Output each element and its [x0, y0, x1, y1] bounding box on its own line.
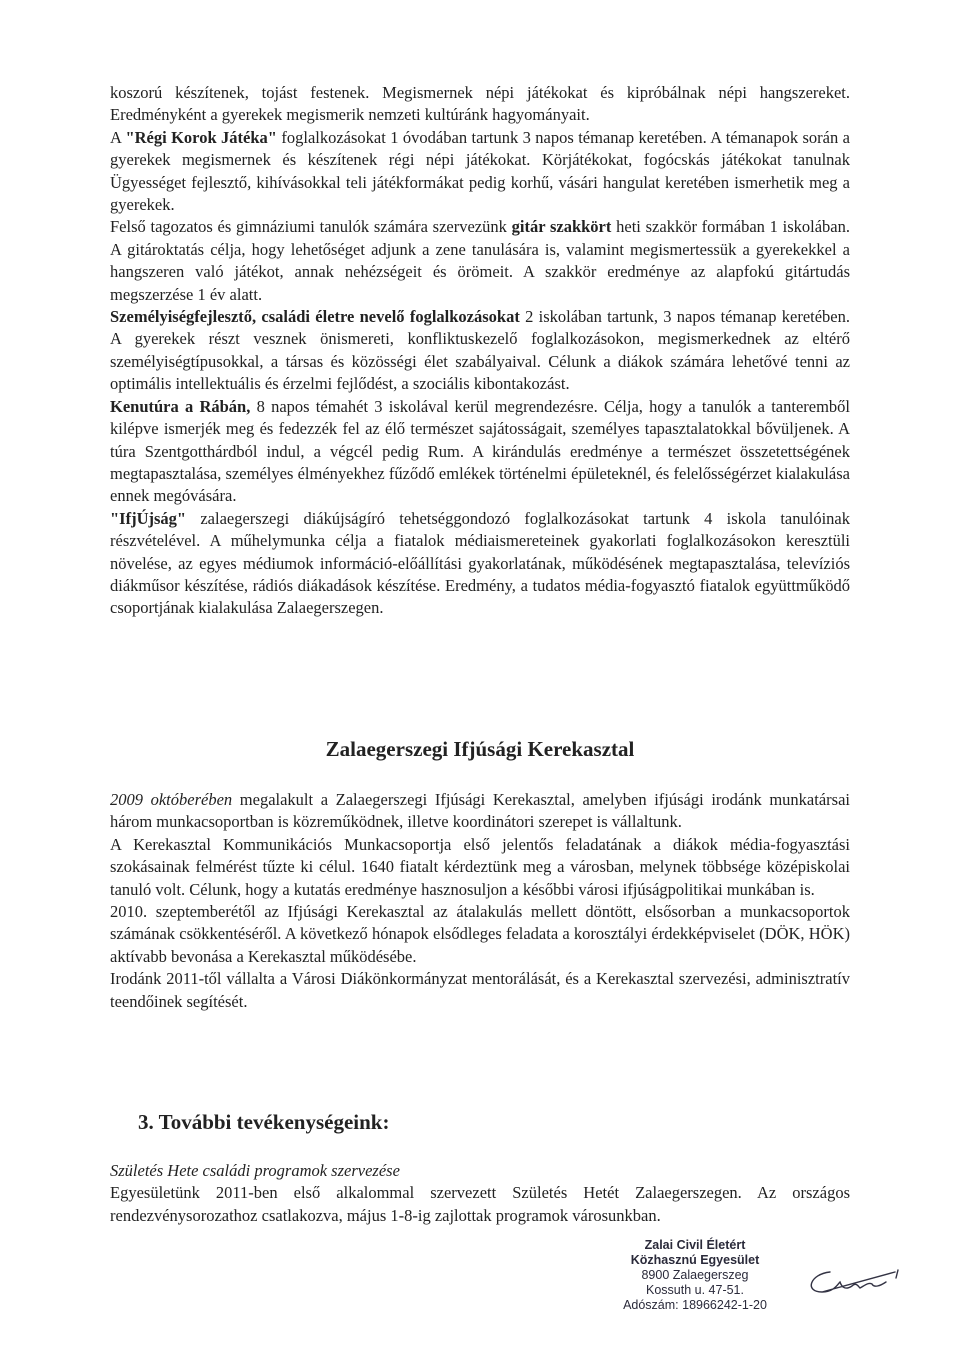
text-run: heti szakkör formában 1 iskolában. A gitároktatás célja, hogy lehetőséget adjunk a zene tanulására is, valamint megismertessük a gyerekekkel a hangszeren való játékot, annak nehézségeit és örömeit. A szakkör eredménye az alapfokú gitártudás megszerzése 1 év alatt.	[110, 217, 851, 304]
stamp-line: 8900 Zalaegerszeg	[641, 1268, 749, 1282]
activities-text	[110, 82, 850, 620]
paragraph	[110, 508, 850, 620]
text-run: zalaegerszegi diákújságíró tehetséggondozó foglalkozásokat tartunk 4 iskola tanulóinak részvételével. A műhelymunka célja a fiatalok médiaismereteinek gyakorlati foglalkozásokon keresztüli növelése, az egyes médiumok információ-előállítási gyakorlatának, működésének megtapasztalása, televíziós diákműsor készítése, rádiós diákadások készítése. Eredmény, a tudatos média-fogyasztó fiatalok együttműködő csoportjának kialakulása Zalaegerszegen.	[110, 508, 850, 618]
section-heading-3: 3. További tevékenységeink:	[138, 1110, 390, 1134]
text-run: 2009 októberében	[110, 790, 233, 809]
text-run: "IfjÚjság"	[110, 508, 187, 528]
text-run: "Régi Korok Játéka"	[125, 127, 277, 147]
text-run: A Kerekasztal Kommunikációs Munkacsoportja első jelentős feladatának a diákok média-fogyasztási szokásainak felmérést tűzte ki célul. 1640 fiatalt kérdeztünk meg a városban, melynek többsége középiskolai tanuló volt. Célunk, hogy a kutatás eredménye hasznosuljon a későbbi városi ifjúságpolitikai munkában is.	[110, 834, 850, 899]
paragraph	[110, 396, 850, 508]
subheading-szuletes-hete: Születés Hete családi programok szervezése	[110, 1161, 400, 1180]
text-run: 2 iskolában tartunk, 3 napos témanap keretében. A gyerekek részt vesznek önismereti, konfliktuskezelő foglalkozásokon, megismerkednek az eltérő személyiségtípusokkal, a társas és közösségi élet szabályaival. Célunk a diákok számára lehetővé tenni az optimális intellektuális és érzelmi fejlődést, a szociális kibontakozást.	[110, 307, 850, 394]
paragraph	[110, 834, 850, 901]
kerekasztal-text	[110, 789, 850, 1013]
paragraph	[110, 968, 850, 1013]
document-page	[110, 82, 851, 1225]
handwritten-signature	[800, 1262, 910, 1302]
text-run: Felső tagozatos és gimnáziumi tanulók számára szervezünk	[110, 217, 512, 237]
text-run: Személyiségfejlesztő, családi életre nevelő foglalkozásokat	[110, 307, 520, 327]
text-run: A	[110, 127, 126, 147]
stamp-line: Adószám: 18966242-1-20	[623, 1298, 767, 1312]
szuletes-hete-paragraph: Egyesületünk 2011-ben első alkalommal szervezett Születés Hetét Zalaegerszegen. Az országos rendezvénysorozathoz csatlakozva, május 1-8-ig zajlottak programok városunkban.	[110, 1183, 850, 1225]
text-run: 8 napos témahét 3 iskolával kerül megrendezésre. Célja, hogy a tanulók a tanteremből kilépve ismerjék meg és fedezzék fel az élő természet sajátosságait, személyes tapasztalatokkal bővüljenek. A túra Szentgotthárdból indul, a végcél pedig Rum. A kirándulás eredménye a természet összetettségének megtapasztalása, személyes élményekhez fűződő emlékek történelmi épületeknél, és felelősségérzet kialakulása ennek megóvására.	[110, 396, 851, 506]
text-run: koszorú készítenek, tojást festenek. Megismernek népi játékokat és kipróbálnak népi hangszereket. Eredményként a gyerekek megismerik nemzeti kultúránk hagyományait.	[110, 83, 850, 125]
text-run: Kenutúra a Rábán,	[110, 396, 251, 416]
text-run: foglalkozásokat 1 óvodában tartunk 3 napos témanap keretében. A témanapok során a gyerekek megismernek és készítenek régi népi játékokat. Körjátékokat, fogócskás játékokat tanulnak Ügyességet fejlesztő, kihívásokkal teli játékformákat pedig korhű, vásári hangulat keretében ismerhetik meg a gyerekek.	[110, 127, 850, 215]
paragraph	[110, 306, 850, 396]
paragraph	[110, 216, 850, 306]
paragraph	[110, 127, 850, 217]
paragraph	[110, 789, 850, 834]
text-run: gitár szakkört	[511, 217, 612, 237]
stamp-line: Kossuth u. 47-51.	[646, 1283, 744, 1297]
paragraph	[110, 901, 850, 968]
paragraph	[110, 82, 850, 127]
text-run: 2010. szeptemberétől az Ifjúsági Kerekasztal az átalakulás mellett döntött, elsősorban a munkacsoportok számának csökkentéséről. A következő hónapok elsődleges feladata a korosztályi érdekképviselet (DÖK, HÖK) aktívabb bevonása a Kerekasztal működésébe.	[110, 902, 850, 966]
organization-stamp	[600, 1238, 790, 1313]
section-title-kerekasztal: Zalaegerszegi Ifjúsági Kerekasztal	[325, 737, 635, 761]
text-run: megalakult a Zalaegerszegi Ifjúsági Kerekasztal, amelyben ifjúsági irodánk munkatársai három munkacsoportban is közreműködnek, illetve koordinátori szerepet is vállaltunk.	[110, 790, 850, 832]
text-run: Irodánk 2011-től vállalta a Városi Diákönkormányzat mentorálását, és a Kerekasztal szervezési, adminisztratív teendőinek segítését.	[110, 969, 850, 1011]
further-activities-text	[110, 1160, 850, 1227]
stamp-line: Közhasznú Egyesület	[630, 1253, 760, 1267]
stamp-line: Zalai Civil Életért	[644, 1238, 746, 1252]
